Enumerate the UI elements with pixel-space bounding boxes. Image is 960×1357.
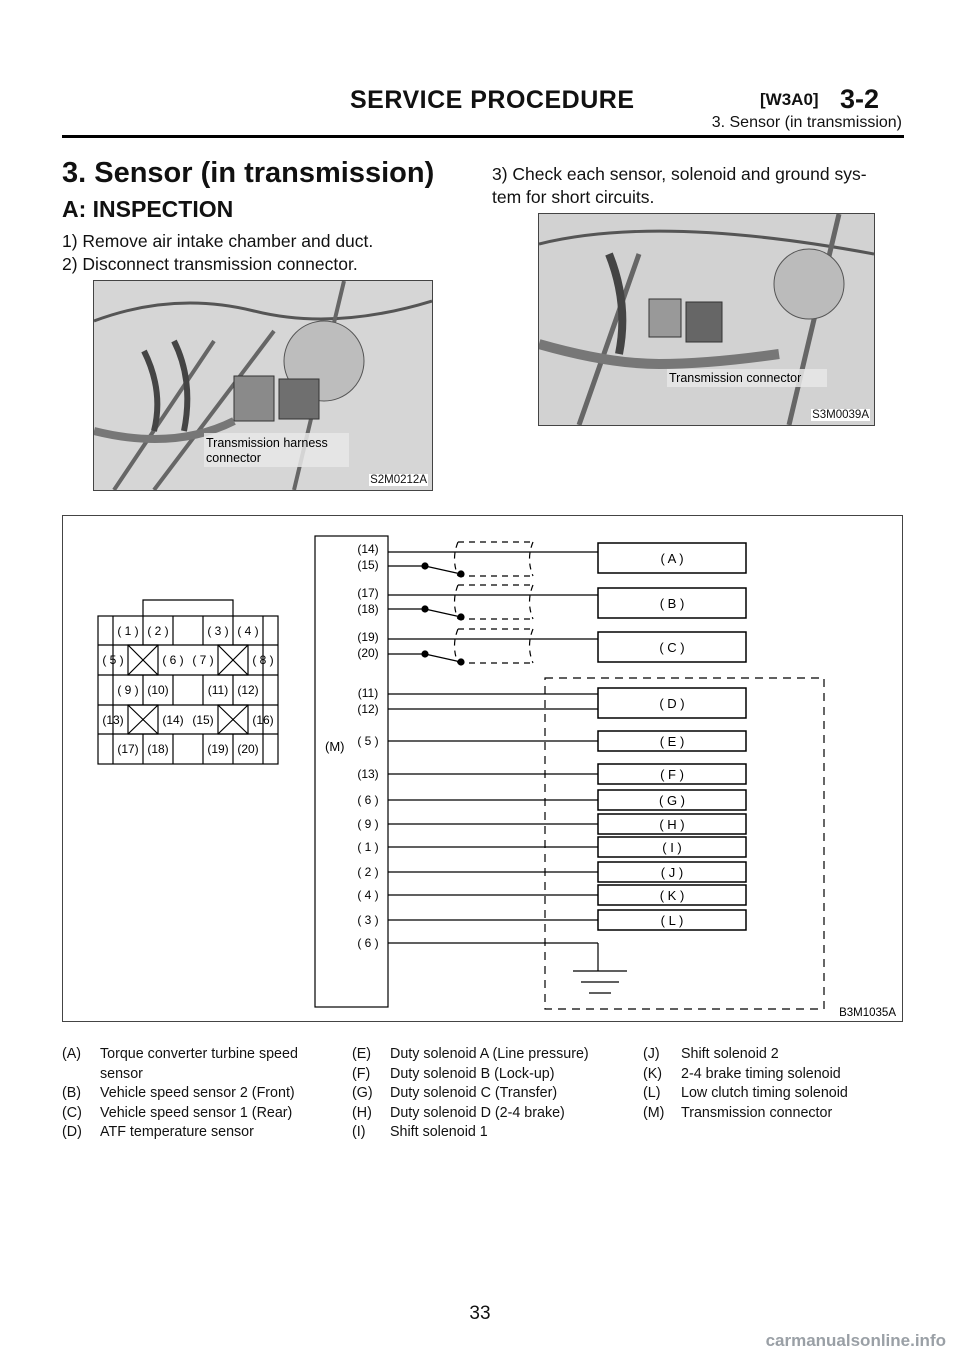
block-pin: ( 6 ) [357, 936, 379, 950]
block-pin: (15) [357, 558, 379, 572]
block-pin-labels [357, 542, 378, 950]
block-pin: (18) [357, 602, 379, 616]
legend-item: (H) Duty solenoid D (2-4 brake) [352, 1104, 565, 1121]
component-label: ( J ) [660, 865, 684, 880]
legend-item: (K) 2-4 brake timing solenoid [643, 1065, 841, 1082]
legend-item: (C) Vehicle speed sensor 1 (Rear) [62, 1104, 293, 1121]
legend-item: (L) Low clutch timing solenoid [643, 1085, 848, 1101]
legend-column-1 [62, 1045, 347, 1143]
photo-transmission-connector [538, 213, 875, 426]
legend-item: (M) Transmission connector [643, 1104, 833, 1121]
legend-item: (A) Torque converter turbine speed [62, 1046, 298, 1062]
watermark[interactable]: carmanualsonline.info [765, 1331, 946, 1350]
pin-label: (11) [207, 683, 229, 697]
block-pin: ( 5 ) [357, 734, 379, 748]
pin-label: ( 4 ) [237, 624, 259, 638]
pin-label: ( 2 ) [147, 624, 169, 638]
legend-item: (F) Duty solenoid B (Lock-up) [352, 1065, 555, 1082]
block-pin: ( 6 ) [357, 793, 379, 807]
component-label: ( I ) [662, 840, 682, 855]
transmission-connector-label: (M) [325, 739, 345, 754]
legend-column-2 [352, 1045, 637, 1143]
block-pin: ( 1 ) [357, 840, 379, 854]
block-pin: (19) [357, 630, 379, 644]
shield-lines [455, 542, 534, 663]
component-label: ( G ) [659, 793, 685, 808]
legend-column-3 [643, 1045, 905, 1123]
header-rule [62, 135, 904, 138]
block-pin: (17) [357, 586, 379, 600]
photo1-label-line2: connector [206, 451, 261, 465]
wiring-diagram [62, 515, 903, 1022]
photo1-label-line1: Transmission harness [206, 436, 328, 450]
page-number: 33 [469, 1303, 491, 1324]
block-pin: (13) [357, 767, 379, 781]
pin-label: (19) [207, 742, 229, 756]
header-subtitle: 3. Sensor (in transmission) [711, 114, 902, 131]
component-label: ( C ) [659, 640, 685, 655]
block-pin: (12) [357, 702, 379, 716]
block-pin: (20) [357, 646, 379, 660]
pin-label: (16) [252, 713, 274, 727]
wiring-diagram-svg [63, 516, 902, 1021]
component-label: ( K ) [659, 888, 685, 903]
component-label: ( E ) [659, 734, 685, 749]
component-label: ( H ) [659, 817, 685, 832]
block-pin: (14) [357, 542, 379, 556]
legend-item: (B) Vehicle speed sensor 2 (Front) [62, 1085, 295, 1101]
step-3-line2: tem for short circuits. [492, 187, 655, 207]
legend-item: (G) Duty solenoid C (Transfer) [352, 1085, 558, 1101]
legend-item: (I) Shift solenoid 1 [352, 1124, 488, 1140]
photo1-caption: S2M0212A [370, 474, 427, 486]
pin-label: (12) [237, 683, 259, 697]
pin-label: ( 6 ) [162, 653, 184, 667]
component-label: ( L ) [660, 913, 684, 928]
header-title: SERVICE PROCEDURE [350, 86, 635, 114]
step-3-line1: 3) Check each sensor, solenoid and ground sys- [492, 164, 867, 184]
photo2-caption: S3M0039A [812, 409, 869, 421]
header-section-number: 3-2 [840, 84, 880, 114]
pin-label: ( 1 ) [117, 624, 139, 638]
component-label: ( A ) [660, 551, 684, 566]
photo2-label: Transmission connector [669, 371, 802, 385]
component-labels [659, 551, 685, 928]
pin-label: (10) [147, 683, 169, 697]
pin-label: ( 3 ) [207, 624, 229, 638]
step-2: 2) Disconnect transmission connector. [62, 254, 358, 274]
pin-label: (20) [237, 742, 259, 756]
pin-label: (18) [147, 742, 169, 756]
legend-item: (J) Shift solenoid 2 [643, 1046, 779, 1062]
pin-label: (13) [102, 713, 124, 727]
legend-item: (E) Duty solenoid A (Line pressure) [352, 1046, 589, 1062]
pin-label: ( 8 ) [252, 653, 274, 667]
header-code: [W3A0] [760, 90, 819, 109]
legend-item: (D) ATF temperature sensor [62, 1124, 254, 1140]
pin-label: (17) [117, 742, 139, 756]
photo-transmission-harness-connector [93, 280, 433, 491]
connector-pin-labels [102, 624, 273, 756]
diagram-caption: B3M1035A [839, 1007, 896, 1019]
pin-label: (15) [192, 713, 214, 727]
block-pin: ( 3 ) [357, 913, 379, 927]
block-pin: (11) [357, 686, 379, 700]
block-pin: ( 9 ) [357, 817, 379, 831]
block-pin: ( 2 ) [357, 865, 379, 879]
component-label: ( D ) [659, 696, 685, 711]
section-title: 3. Sensor (in transmission) [62, 157, 435, 189]
pin-label: ( 5 ) [102, 653, 124, 667]
component-label: ( F ) [660, 767, 684, 782]
legend-item: sensor [100, 1065, 143, 1082]
pin-label: (14) [162, 713, 184, 727]
pin-label: ( 7 ) [192, 653, 214, 667]
wires [388, 552, 627, 993]
section-subtitle: A: INSPECTION [62, 196, 234, 222]
component-label: ( B ) [659, 596, 685, 611]
pin-label: ( 9 ) [117, 683, 139, 697]
block-pin: ( 4 ) [357, 888, 379, 902]
step-1: 1) Remove air intake chamber and duct. [62, 231, 374, 251]
